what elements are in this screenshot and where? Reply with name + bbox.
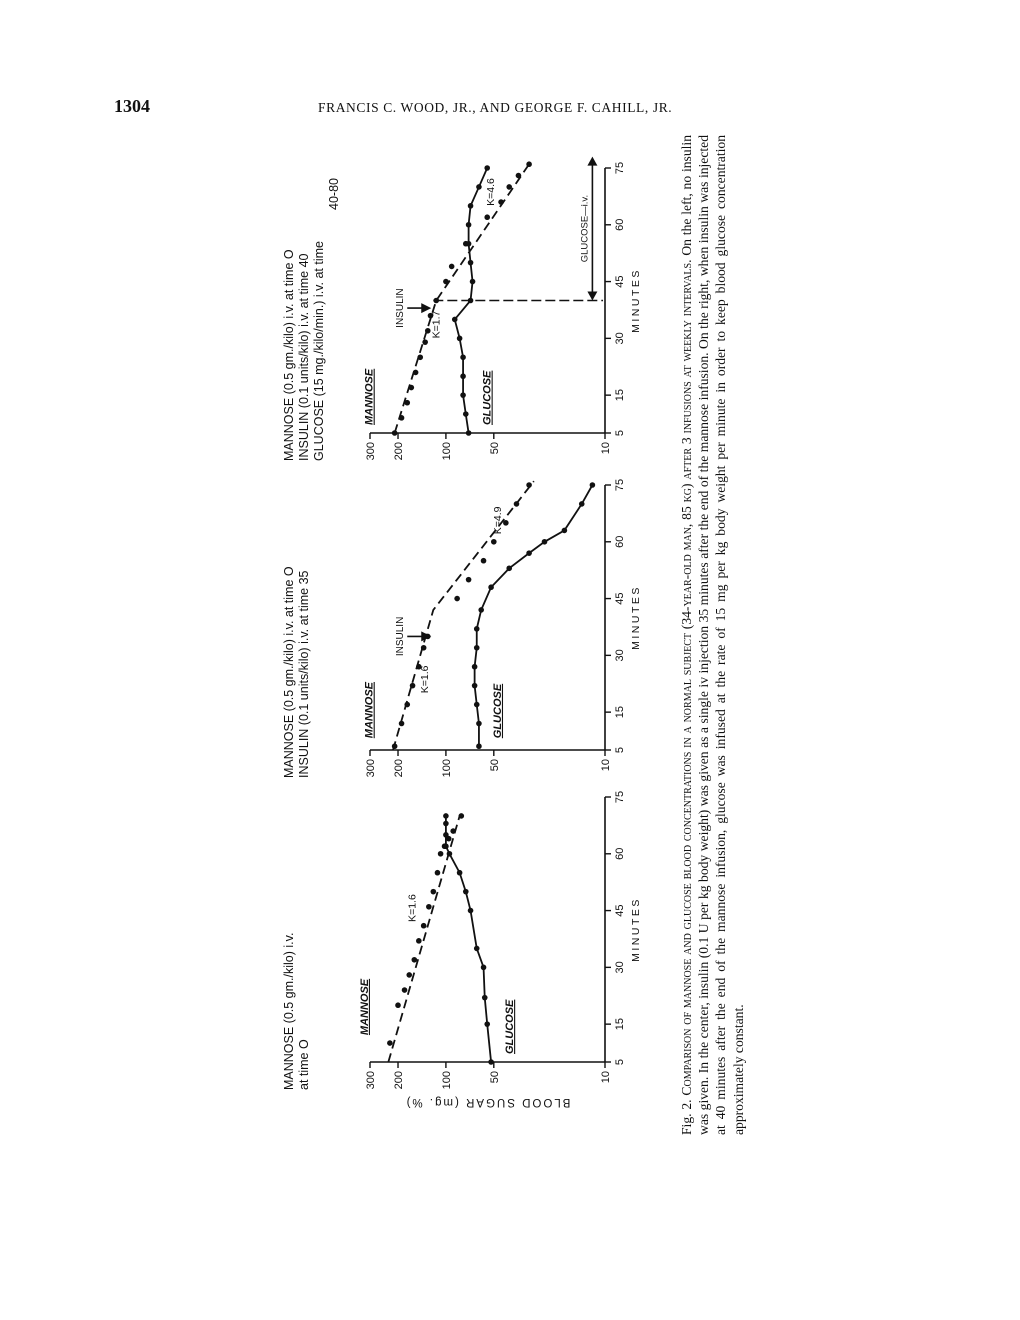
panel-3-y-tick-label: 10 [600, 442, 612, 455]
panel-1-glucose-point [468, 908, 474, 914]
panel-1-x-tick-label: 15 [614, 1018, 626, 1031]
panel-1-glucose-point [481, 965, 487, 971]
panel-3-x-tick-label: 5 [614, 429, 626, 437]
panel-1-y-tick-label: 300 [365, 1071, 377, 1090]
panel-3-glucose-infusion-label: GLUCOSE—i.v. [579, 194, 591, 263]
caption-body: On the left, no insulin was given. In the center, insulin (0.1 U per kg body weight) was given as a single iv injection 35 minutes after the end of the mannose infusion. On the right, when insulin was injected at 40 minutes after the end of the mannose infusion, glucose was infused at the rate of 15 mg per kg body weight per minute in order to keep blood glucose concentration approximately constant. [679, 135, 746, 1135]
panel-3-x-tick-label: 30 [614, 332, 626, 345]
panel-1-x-axis-label: MINUTES [630, 897, 642, 962]
panel-3-mannose-point [484, 214, 490, 220]
panel-1-glucose-point [443, 843, 449, 849]
panel-1-mannose-point [421, 923, 427, 929]
panel-3-header-line: MANNOSE (0.5 gm./kilo) i.v. at time O [282, 249, 296, 461]
panel-3-mannose-point [506, 184, 512, 190]
panel-3-mannose-point [392, 430, 398, 436]
panel-2-mannose-point [404, 702, 410, 708]
panel-3-mannose-point [404, 400, 410, 406]
panel-2-mannose-point [481, 558, 487, 564]
panel-2-x-axis-label: MINUTES [630, 585, 642, 650]
panel-1-glucose-point [443, 813, 449, 819]
panel-2-mannose-point [410, 683, 416, 689]
panel-1-mannose-point [412, 957, 418, 963]
panel-2-glucose-point [474, 645, 480, 651]
caption-title: Comparison of mannose and glucose blood concentrations in a normal subject (34-year-old man, 85 kg) after 3 infusions at weekly intervals. [679, 259, 694, 1096]
panel-2-x-tick-label: 15 [614, 706, 626, 719]
panel-1-k-label: K=1.6 [406, 894, 419, 922]
panel-2-y-tick-label: 10 [600, 759, 612, 772]
panel-1-mannose-point [395, 1002, 401, 1008]
caption-label: Fig. 2. [679, 1099, 694, 1135]
panel-3-insulin-label: INSULIN [395, 288, 407, 328]
panel-3-mannose-point [526, 161, 532, 167]
panel-2-mannose-point [466, 577, 472, 583]
panel-2-mannose-label: MANNOSE [363, 681, 376, 739]
panel-3-glucose-point [466, 222, 472, 228]
panel-1-mannose-point [438, 851, 444, 857]
panel-1-glucose-label: GLUCOSE [504, 999, 517, 1054]
running-head: FRANCIS C. WOOD, JR., AND GEORGE F. CAHILL, JR. [318, 100, 673, 115]
panel-1-x-tick-label: 60 [614, 847, 626, 860]
panel-1-mannose-point [416, 938, 422, 944]
panel-2-glucose-label: GLUCOSE [491, 683, 504, 739]
figure-caption [678, 135, 747, 1135]
panel-2-header-line: MANNOSE (0.5 gm./kilo) i.v. at time O [282, 566, 296, 778]
panel-3-glucose-point [460, 373, 466, 379]
panel-2-glucose-point [472, 664, 478, 670]
panel-2-mannose-point [399, 721, 405, 727]
panel-1-y-tick-label: 200 [393, 1071, 406, 1090]
panel-2-k-label: K=1.6 [418, 665, 431, 694]
panel-3-y-tick-label: 50 [488, 442, 501, 455]
panel-2-x-tick-label: 75 [614, 478, 626, 492]
panel-3-glucose-point [468, 260, 474, 266]
panel-2-glucose-point [488, 584, 494, 590]
panel-1-mannose-point [406, 972, 412, 978]
panel-1-y-tick-label: 50 [488, 1071, 501, 1084]
panel-2-mannose-point [491, 539, 497, 545]
panel-2-glucose-point [476, 721, 482, 727]
charts-figure [275, 135, 642, 1135]
panel-2-glucose-point [474, 626, 480, 632]
panel-2-y-tick-label: 100 [440, 759, 453, 778]
panel-3-header-line: INSULIN (0.1 units/kilo) i.v. at time 40 [297, 253, 311, 461]
y-axis-label: BLOOD SUGAR (mg. %) [404, 1096, 571, 1108]
panel-1-glucose-point [482, 995, 488, 1001]
panel-3-glucose-point [468, 203, 474, 209]
panel-3-mannose-label: MANNOSE [363, 368, 376, 425]
panel-3-mannose-point [409, 385, 415, 391]
panel-3-mannose-point [516, 173, 522, 179]
panel-3-glucose-arrow-left [587, 292, 597, 301]
panel-1-header-line: MANNOSE (0.5 gm./kilo) i.v. [282, 932, 296, 1090]
panel-3-x-tick-label: 15 [614, 389, 626, 402]
panel-1-mannose-point [435, 870, 441, 876]
panel-3-glucose-point [463, 411, 469, 417]
panel-2-mannose-point [526, 482, 532, 488]
panel-2-insulin-label: INSULIN [395, 616, 407, 657]
panel-3-mannose-point [417, 354, 423, 360]
panel-2-x-tick-label: 30 [614, 649, 626, 662]
panel-1-mannose-point [426, 904, 432, 910]
page-number: 1304 [114, 96, 150, 116]
panel-2-y-tick-label: 300 [365, 759, 377, 778]
panel-3-x-tick-label: 75 [614, 161, 626, 175]
panel-1-mannose-point [431, 889, 437, 895]
panel-3-x-tick-label: 45 [614, 275, 626, 288]
panel-1-mannose-point [387, 1040, 393, 1046]
panel-2-glucose-point [478, 607, 484, 613]
panel-2-x-tick-label: 60 [614, 535, 626, 548]
panel-1-glucose-point [484, 1021, 490, 1027]
panel-2-glucose-point [506, 565, 512, 571]
panel-3-header-line: 40-80 [327, 178, 341, 210]
panel-3-y-tick-label: 200 [393, 442, 406, 461]
panel-2-x-tick-label: 5 [614, 746, 626, 754]
panel-1-x-tick-label: 5 [614, 1058, 626, 1066]
panel-3-glucose-point [484, 165, 490, 171]
panel-1-glucose-point [457, 870, 463, 876]
panel-3-mannose-point [443, 279, 449, 285]
panel-3-glucose-arrow-right [587, 157, 597, 166]
panel-2-glucose-point [590, 482, 596, 488]
panel-3-mannose-point [422, 339, 428, 345]
panel-3-glucose-point [466, 430, 472, 436]
panel-2-mannose-point [454, 596, 460, 602]
panel-1-glucose-point [488, 1059, 494, 1065]
panel-1-glucose-point [447, 851, 453, 857]
panel-3-glucose-point [460, 354, 466, 360]
panel-1-glucose-point [474, 946, 480, 952]
panel-3-glucose-point [476, 184, 482, 190]
panel-2-y-tick-label: 50 [488, 759, 501, 772]
panel-2-glucose-point [542, 539, 548, 545]
panel-2-y-tick-label: 200 [393, 759, 406, 778]
panel-2-header-line: INSULIN (0.1 units/kilo) i.v. at time 35 [297, 570, 311, 778]
panel-3-glucose-point [457, 336, 463, 342]
panel-1-mannose-point [459, 813, 465, 819]
panel-2-insulin-arrowhead [421, 631, 431, 641]
panel-1-x-tick-label: 30 [614, 961, 626, 974]
panel-3-glucose-point [452, 317, 458, 323]
panel-2-glucose-point [579, 501, 585, 507]
panel-3-glucose-point [466, 241, 472, 247]
panel-1-glucose-point [443, 821, 449, 827]
panel-2-glucose-point [472, 683, 478, 689]
panel-2-glucose-point [526, 550, 532, 556]
panel-3-mannose-point [399, 415, 405, 421]
panel-1-glucose-line [446, 816, 491, 1062]
panel-2-glucose-point [476, 743, 482, 749]
panel-3-k-label: K=4.6 [484, 178, 497, 206]
panel-1-header-line: at time O [297, 1039, 311, 1090]
panel-3-x-axis-label: MINUTES [630, 268, 642, 333]
panel-3-y-tick-label: 100 [440, 442, 453, 461]
panel-1-y-tick-label: 10 [600, 1071, 612, 1084]
panel-3-header-line: GLUCOSE (15 mg./kilo/min.) i.v. at time [312, 241, 326, 461]
panel-2-mannose-fit-line [393, 481, 534, 750]
panel-1-x-tick-label: 75 [614, 790, 626, 804]
panel-3-mannose-point [498, 199, 504, 205]
panel-1-glucose-point [463, 889, 469, 895]
panel-2-mannose-point [392, 743, 398, 749]
panel-1-y-tick-label: 100 [440, 1071, 453, 1090]
panel-3-y-tick-label: 300 [365, 442, 377, 461]
panel-2-glucose-point [562, 528, 568, 534]
panel-2-mannose-point [421, 645, 427, 651]
panel-2-k-label: K=4.9 [492, 506, 505, 535]
panel-1-mannose-point [402, 987, 408, 993]
panel-3-mannose-point [413, 370, 419, 376]
panel-3-glucose-point [460, 392, 466, 398]
panel-2-x-tick-label: 45 [614, 592, 626, 605]
panel-3-glucose-point [470, 279, 476, 285]
panel-3-x-tick-label: 60 [614, 218, 626, 231]
rotated-figure-block [275, 135, 746, 1135]
panel-2-mannose-point [514, 501, 520, 507]
panel-3-mannose-point [449, 264, 455, 270]
panel-1-mannose-label: MANNOSE [358, 978, 371, 1036]
panel-2-glucose-point [474, 702, 480, 708]
panel-1-mannose-point [450, 828, 456, 834]
panel-1-glucose-point [443, 832, 449, 838]
panel-3-glucose-label: GLUCOSE [481, 370, 494, 425]
panel-1-x-tick-label: 45 [614, 904, 626, 917]
panel-3-k-label: K=1.7 [430, 310, 443, 339]
